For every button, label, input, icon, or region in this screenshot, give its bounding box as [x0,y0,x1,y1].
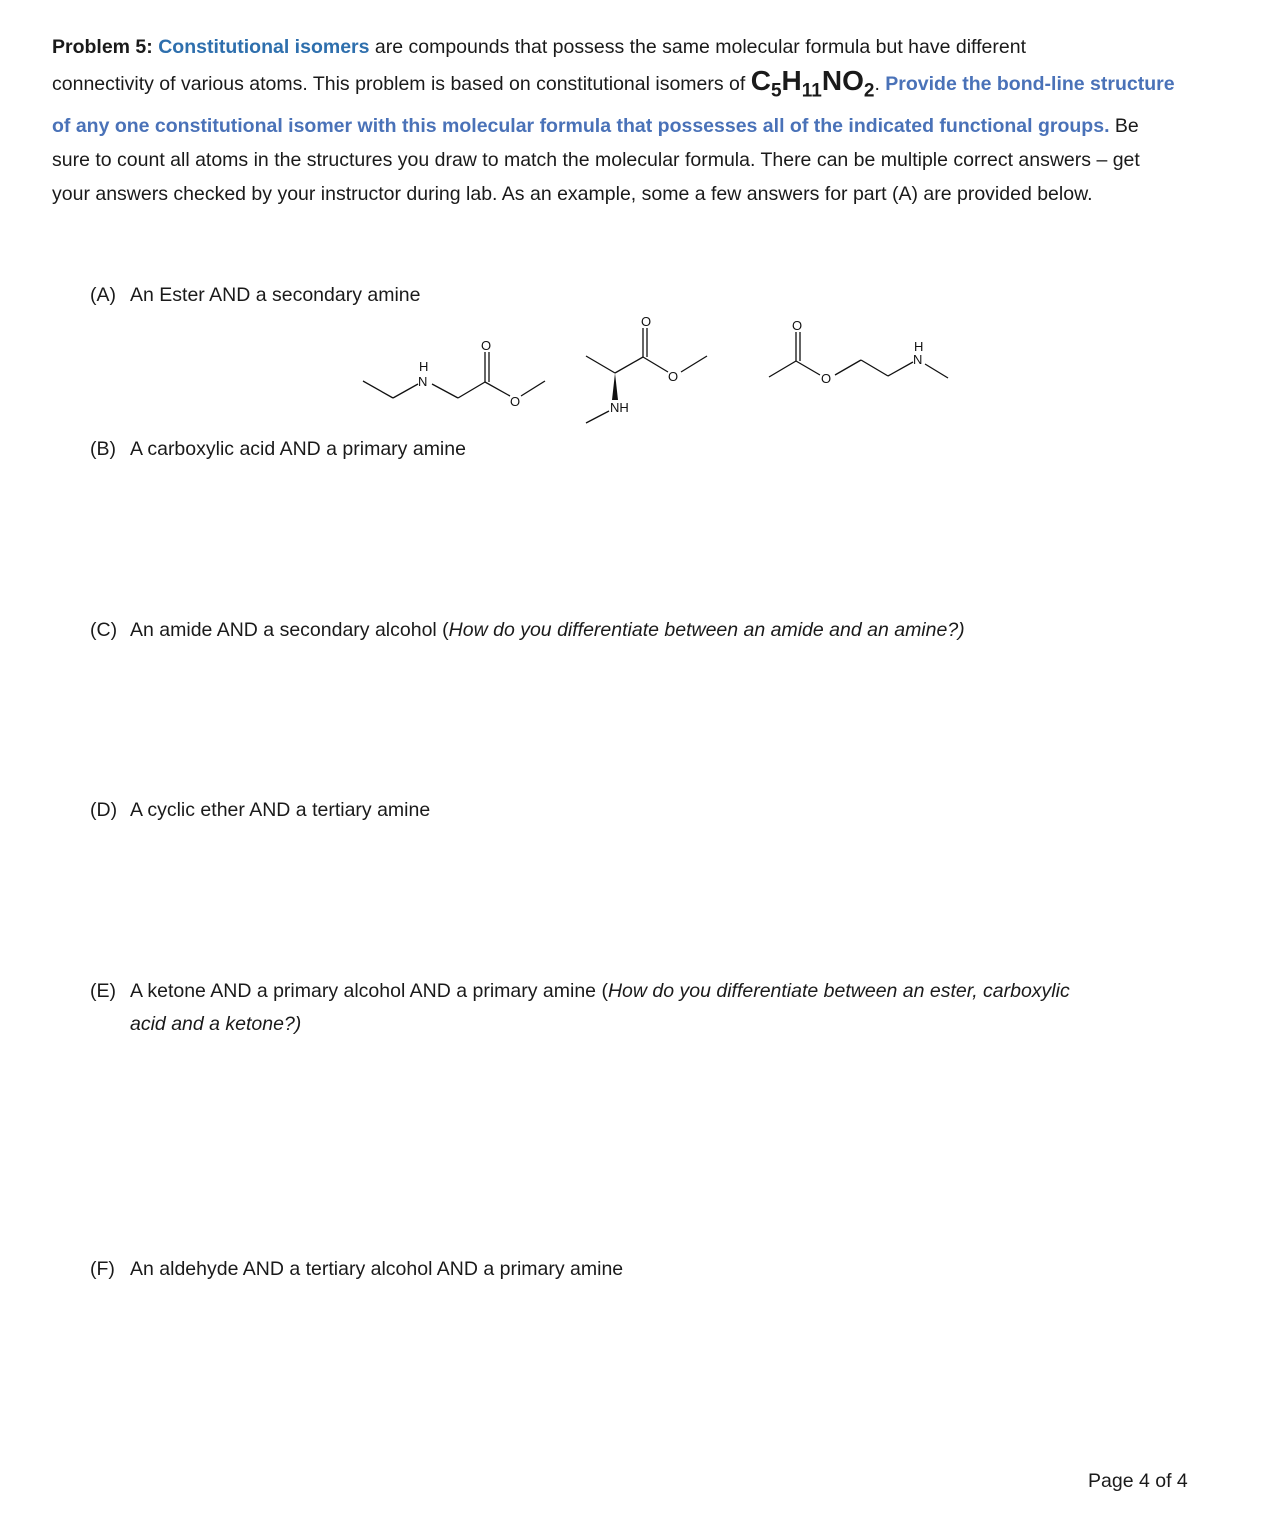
atom-o: O [510,394,521,409]
part-c [90,614,1190,647]
part-note: How do you differentiate between an amide and an amine?) [448,619,965,641]
part-tag: (B) [90,438,116,460]
atom-h: H [914,339,924,354]
part-text: A carboxylic acid AND a primary amine [130,438,466,460]
part-note-cont: acid and a ketone?) [130,1013,302,1035]
atom-o: O [821,371,832,386]
part-f [90,1253,1190,1286]
part-tag: (C) [90,619,118,641]
intro-line-2: connectivity of various atoms. This problem is based on constitutional isomers of $C_5H_{11}NO_2$. Provide the bond-line structure of any one constitutional isomer with this molecular formula that possesses all of the indicated functional groups. Be sure to count all atoms in the structures you draw to match the molecular formula. There can be multiple correct answers – get your answers checked by your instructor during lab. As an example, some a few answers for part (A) are provided below. [52,65,1175,205]
part-b [90,433,1190,466]
structure-2 [586,328,707,423]
problem-label: Problem 5: [52,36,153,58]
part-text: A ketone AND a primary alcohol AND a primary amine ( [130,980,608,1002]
part-text: An amide AND a secondary alcohol ( [130,619,449,641]
part-d [90,794,1190,827]
part-tag: (E) [90,980,116,1002]
wedge-bond [612,373,618,400]
molecular-formula: $C_5H_{11}NO_2$ [750,65,875,102]
atom-o: O [668,369,679,384]
part-note: How do you differentiate between an ester, carboxylic [607,980,1070,1002]
intro-text-3: Be sure to count all atoms in the structures you draw to match the molecular formula. There can be multiple correct answers – get your answers checked by your instructor during lab. As an example, some a few answers for part (A) are provided below. [52,114,1140,205]
structure-1 [363,352,545,398]
part-tag: (A) [90,284,116,306]
atom-n: N [913,352,923,367]
part-tag: (D) [90,799,118,821]
atom-n: N [418,374,428,389]
intro-text-1: are compounds that possess the same molecular formula but have different [369,36,1026,58]
intro-text-2: connectivity of various atoms. This problem is based on constitutional isomers of [52,73,751,95]
atom-o: O [641,314,652,329]
term-constitutional-isomers: Constitutional isomers [158,36,370,58]
part-text: An aldehyde AND a tertiary alcohol AND a primary amine [130,1258,624,1280]
instruction-text: Provide the bond-line structure of any one constitutional isomer with this molecular formula that possesses all of the indicated functional groups. [52,73,1175,137]
part-text: An Ester AND a secondary amine [130,284,421,306]
part-text: A cyclic ether AND a tertiary amine [130,799,431,821]
part-e [90,975,1190,1041]
atom-o: O [792,318,803,333]
atom-nh: NH [610,400,629,415]
part-tag: (F) [90,1258,115,1280]
page-number: Page 4 of 4 [1088,1470,1188,1492]
atom-o: O [481,338,492,353]
atom-h: H [419,359,429,374]
